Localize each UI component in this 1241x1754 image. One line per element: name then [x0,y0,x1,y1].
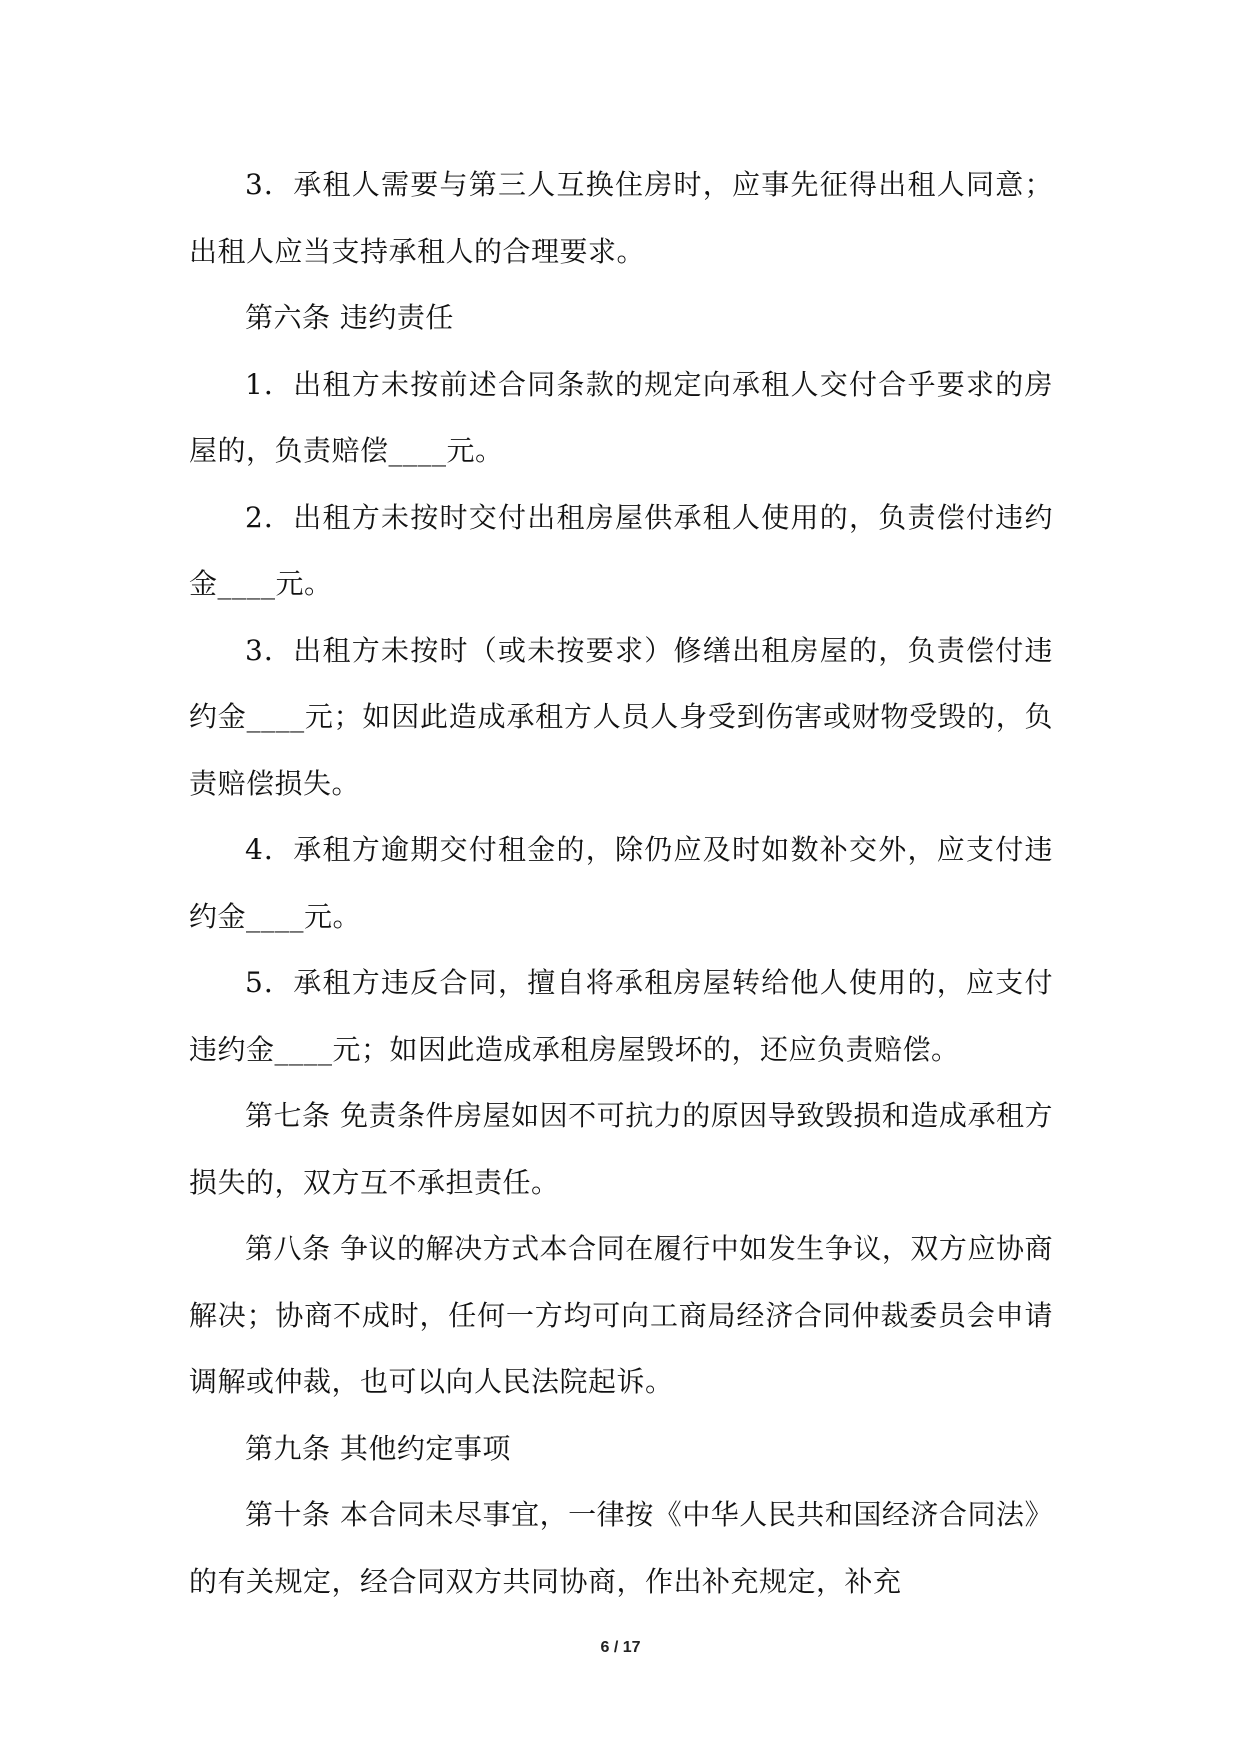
paragraph: 第七条 免责条件房屋如因不可抗力的原因导致毁损和造成承租方损失的，双方互不承担责任。 [189,1099,1053,1199]
page-number: 6 / 17 [600,1639,641,1656]
document-body [189,152,1053,1615]
paragraph: 3．承租人需要与第三人互换住房时，应事先征得出租人同意；出租人应当支持承租人的合理要求。 [189,168,1053,268]
section-heading: 第六条 违约责任 [245,301,454,334]
paragraph: 第十条 本合同未尽事宜，一律按《中华人民共和国经济合同法》的有关规定，经合同双方共同协商，作出补充规定，补充 [189,1498,1053,1598]
paragraph: 3．出租方未按时（或未按要求）修缮出租房屋的，负责偿付违约金____元；如因此造成承租方人员人身受到伤害或财物受毁的，负责赔偿损失。 [189,633,1053,800]
paragraph: 5．承租方违反合同，擅自将承租房屋转给他人使用的，应支付违约金____元；如因此造成承租房屋毁坏的，还应负责赔偿。 [189,966,1053,1066]
section-heading: 第九条 其他约定事项 [245,1431,511,1465]
paragraph: 2．出租方未按时交付出租房屋供承租人使用的，负责偿付违约金____元。 [189,500,1053,600]
paragraph: 4．承租方逾期交付租金的，除仍应及时如数补交外，应支付违约金____元。 [189,833,1053,933]
paragraph: 1．出租方未按前述合同条款的规定向承租人交付合乎要求的房屋的，负责赔偿____元。 [189,367,1053,467]
paragraph: 第八条 争议的解决方式本合同在履行中如发生争议，双方应协商解决；协商不成时，任何一方均可向工商局经济合同仲裁委员会申请调解或仲裁，也可以向人民法院起诉。 [189,1232,1053,1398]
